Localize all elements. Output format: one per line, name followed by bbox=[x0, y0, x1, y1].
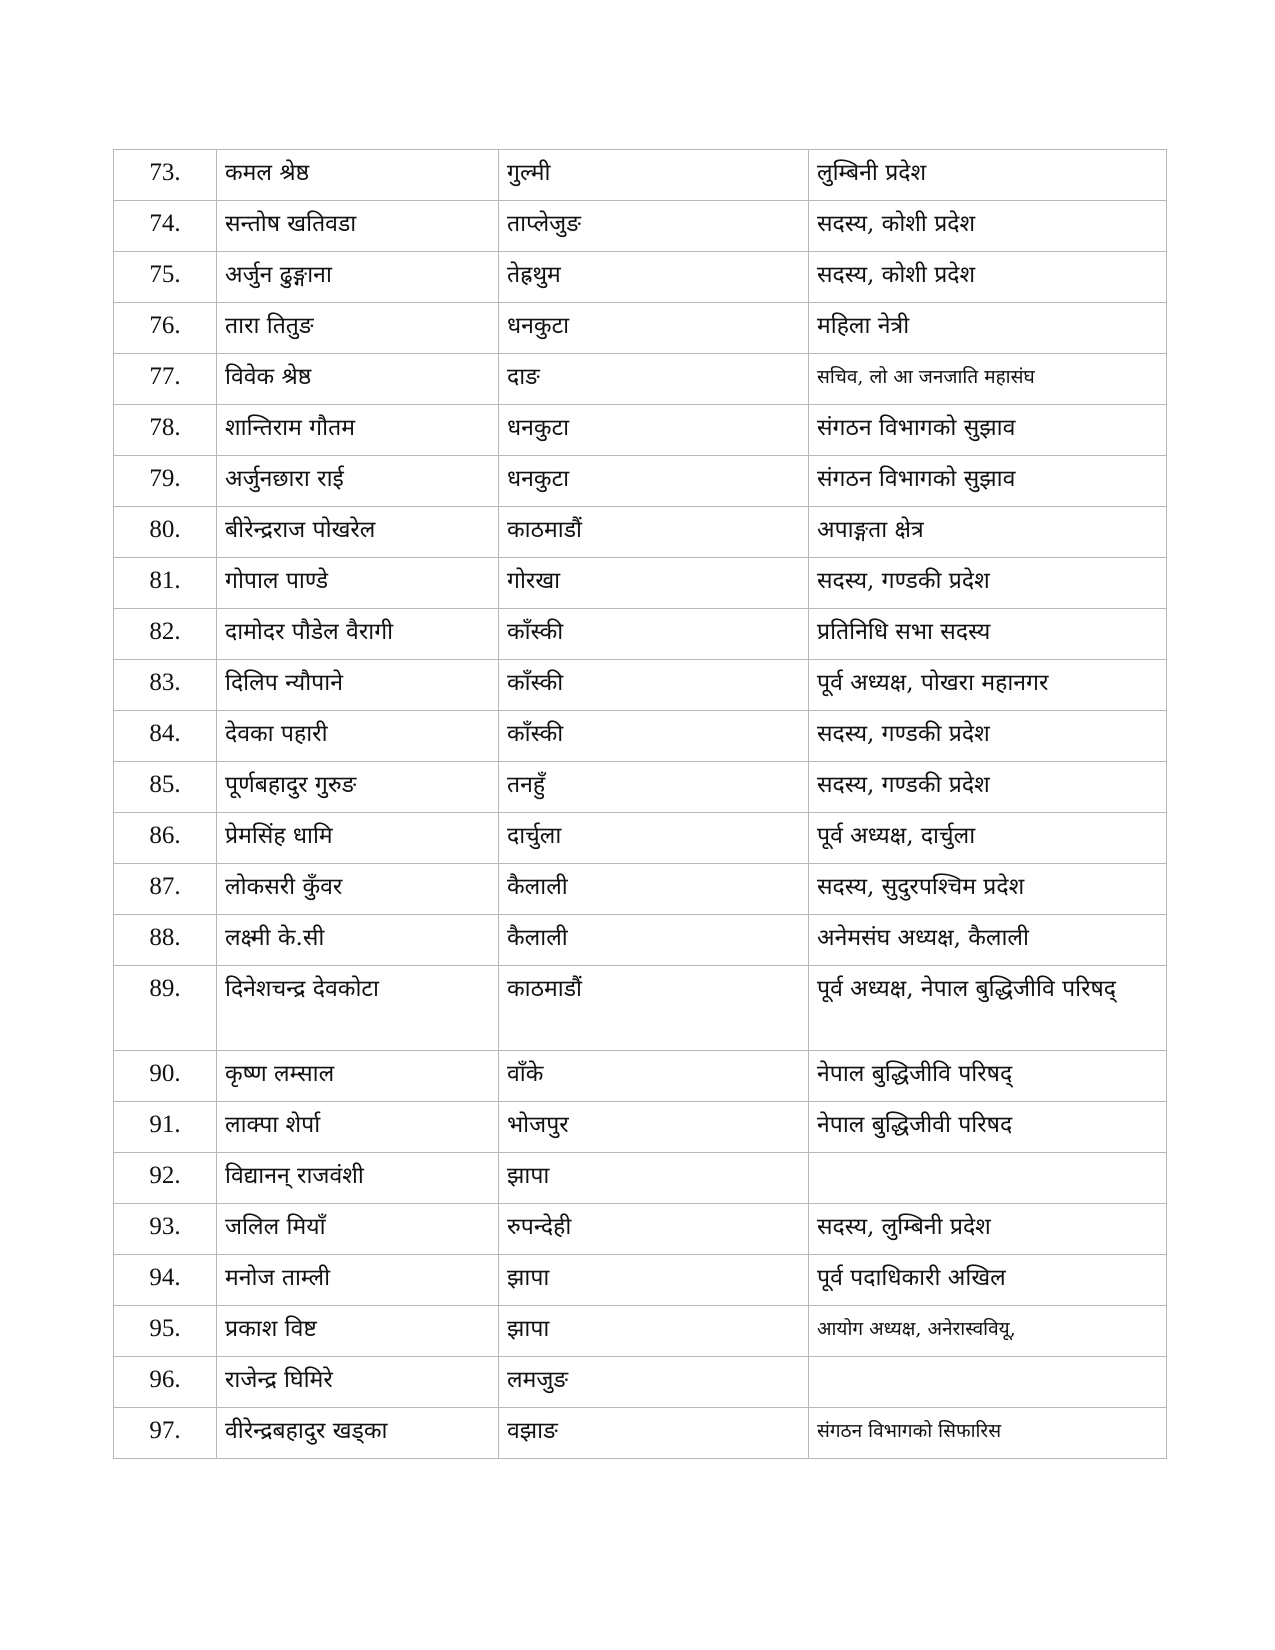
district: भोजपुर bbox=[499, 1102, 809, 1153]
district: काँस्की bbox=[499, 711, 809, 762]
row-number: 79. bbox=[114, 456, 217, 507]
row-number: 96. bbox=[114, 1357, 217, 1408]
row-number: 82. bbox=[114, 609, 217, 660]
remark: प्रतिनिधि सभा सदस्य bbox=[809, 609, 1167, 660]
member-name: मनोज ताम्ली bbox=[217, 1255, 499, 1306]
row-number: 88. bbox=[114, 915, 217, 966]
remark: सदस्य, कोशी प्रदेश bbox=[809, 252, 1167, 303]
table-row bbox=[114, 915, 1167, 966]
district: तेह्रथुम bbox=[499, 252, 809, 303]
remark: सदस्य, लुम्बिनी प्रदेश bbox=[809, 1204, 1167, 1255]
remark: पूर्व अध्यक्ष, नेपाल बुद्धिजीवि परिषद् bbox=[809, 966, 1167, 1051]
member-name: देवका पहारी bbox=[217, 711, 499, 762]
remark: नेपाल बुद्धिजीवी परिषद bbox=[809, 1102, 1167, 1153]
row-number: 90. bbox=[114, 1051, 217, 1102]
district: काठमाडौं bbox=[499, 507, 809, 558]
member-name: पूर्णबहादुर गुरुङ bbox=[217, 762, 499, 813]
row-number: 84. bbox=[114, 711, 217, 762]
member-name: कृष्ण लम्साल bbox=[217, 1051, 499, 1102]
row-number: 77. bbox=[114, 354, 217, 405]
table-row bbox=[114, 354, 1167, 405]
district: धनकुटा bbox=[499, 456, 809, 507]
district: लमजुङ bbox=[499, 1357, 809, 1408]
district: काँस्की bbox=[499, 609, 809, 660]
table-row bbox=[114, 1051, 1167, 1102]
member-name: अर्जुन ढुङ्गाना bbox=[217, 252, 499, 303]
table-row bbox=[114, 609, 1167, 660]
remark: आयोग अध्यक्ष, अनेरास्ववियू, bbox=[809, 1306, 1167, 1357]
remark: संगठन विभागको सिफारिस bbox=[809, 1408, 1167, 1459]
member-name: प्रकाश विष्ट bbox=[217, 1306, 499, 1357]
row-number: 74. bbox=[114, 201, 217, 252]
member-name: शान्तिराम गौतम bbox=[217, 405, 499, 456]
row-number: 81. bbox=[114, 558, 217, 609]
district: गुल्मी bbox=[499, 150, 809, 201]
remark: महिला नेत्री bbox=[809, 303, 1167, 354]
district: गोरखा bbox=[499, 558, 809, 609]
member-name: लक्ष्मी के.सी bbox=[217, 915, 499, 966]
remark bbox=[809, 1153, 1167, 1204]
remark: लुम्बिनी प्रदेश bbox=[809, 150, 1167, 201]
member-name: कमल श्रेष्ठ bbox=[217, 150, 499, 201]
district: वाँके bbox=[499, 1051, 809, 1102]
table-row bbox=[114, 1306, 1167, 1357]
member-name: बीरेन्द्रराज पोखरेल bbox=[217, 507, 499, 558]
remark: अपाङ्गता क्षेत्र bbox=[809, 507, 1167, 558]
table-row bbox=[114, 1357, 1167, 1408]
table-row bbox=[114, 507, 1167, 558]
table-row bbox=[114, 1408, 1167, 1459]
district: तनहुँ bbox=[499, 762, 809, 813]
district: झापा bbox=[499, 1306, 809, 1357]
row-number: 73. bbox=[114, 150, 217, 201]
row-number: 89. bbox=[114, 966, 217, 1051]
district: काठमाडौं bbox=[499, 966, 809, 1051]
row-number: 75. bbox=[114, 252, 217, 303]
district: वझाङ bbox=[499, 1408, 809, 1459]
row-number: 93. bbox=[114, 1204, 217, 1255]
row-number: 78. bbox=[114, 405, 217, 456]
table-row bbox=[114, 1102, 1167, 1153]
row-number: 91. bbox=[114, 1102, 217, 1153]
table-row bbox=[114, 711, 1167, 762]
table-row bbox=[114, 456, 1167, 507]
table-row bbox=[114, 405, 1167, 456]
table-row bbox=[114, 966, 1167, 1051]
row-number: 86. bbox=[114, 813, 217, 864]
member-name: गोपाल पाण्डे bbox=[217, 558, 499, 609]
row-number: 97. bbox=[114, 1408, 217, 1459]
district: कैलाली bbox=[499, 915, 809, 966]
remark: पूर्व अध्यक्ष, दार्चुला bbox=[809, 813, 1167, 864]
remark bbox=[809, 1357, 1167, 1408]
member-name: अर्जुनछारा राई bbox=[217, 456, 499, 507]
member-name: दामोदर पौडेल वैरागी bbox=[217, 609, 499, 660]
row-number: 85. bbox=[114, 762, 217, 813]
member-name: राजेन्द्र घिमिरे bbox=[217, 1357, 499, 1408]
remark: सचिव, लो आ जनजाति महासंघ bbox=[809, 354, 1167, 405]
district: झापा bbox=[499, 1153, 809, 1204]
remark: नेपाल बुद्धिजीवि परिषद् bbox=[809, 1051, 1167, 1102]
remark: अनेमसंघ अध्यक्ष, कैलाली bbox=[809, 915, 1167, 966]
member-name: दिनेशचन्द्र देवकोटा bbox=[217, 966, 499, 1051]
district: रुपन्देही bbox=[499, 1204, 809, 1255]
district: दार्चुला bbox=[499, 813, 809, 864]
member-name: प्रेमसिंह धामि bbox=[217, 813, 499, 864]
district: दाङ bbox=[499, 354, 809, 405]
table-row bbox=[114, 660, 1167, 711]
member-name: सन्तोष खतिवडा bbox=[217, 201, 499, 252]
table-row bbox=[114, 1255, 1167, 1306]
table-row bbox=[114, 252, 1167, 303]
row-number: 80. bbox=[114, 507, 217, 558]
remark: सदस्य, गण्डकी प्रदेश bbox=[809, 558, 1167, 609]
remark: सदस्य, सुदुरपश्चिम प्रदेश bbox=[809, 864, 1167, 915]
table-row bbox=[114, 303, 1167, 354]
member-name: विवेक श्रेष्ठ bbox=[217, 354, 499, 405]
member-name: तारा तितुङ bbox=[217, 303, 499, 354]
table-row bbox=[114, 1153, 1167, 1204]
remark: सदस्य, गण्डकी प्रदेश bbox=[809, 762, 1167, 813]
table-row bbox=[114, 201, 1167, 252]
row-number: 83. bbox=[114, 660, 217, 711]
member-name: विद्यानन् राजवंशी bbox=[217, 1153, 499, 1204]
member-name: वीरेन्द्रबहादुर खड्का bbox=[217, 1408, 499, 1459]
row-number: 95. bbox=[114, 1306, 217, 1357]
remark: पूर्व अध्यक्ष, पोखरा महानगर bbox=[809, 660, 1167, 711]
member-name: दिलिप न्यौपाने bbox=[217, 660, 499, 711]
table-row bbox=[114, 762, 1167, 813]
remark: सदस्य, कोशी प्रदेश bbox=[809, 201, 1167, 252]
row-number: 92. bbox=[114, 1153, 217, 1204]
table-row bbox=[114, 864, 1167, 915]
table-row bbox=[114, 150, 1167, 201]
district: ताप्लेजुङ bbox=[499, 201, 809, 252]
district: झापा bbox=[499, 1255, 809, 1306]
table-row bbox=[114, 813, 1167, 864]
district: धनकुटा bbox=[499, 303, 809, 354]
district: धनकुटा bbox=[499, 405, 809, 456]
district: काँस्की bbox=[499, 660, 809, 711]
district: कैलाली bbox=[499, 864, 809, 915]
member-name: लोकसरी कुँवर bbox=[217, 864, 499, 915]
table-row bbox=[114, 558, 1167, 609]
members-table bbox=[113, 149, 1167, 1459]
remark: संगठन विभागको सुझाव bbox=[809, 456, 1167, 507]
remark: सदस्य, गण्डकी प्रदेश bbox=[809, 711, 1167, 762]
remark: पूर्व पदाधिकारी अखिल bbox=[809, 1255, 1167, 1306]
remark: संगठन विभागको सुझाव bbox=[809, 405, 1167, 456]
member-name: जलिल मियाँ bbox=[217, 1204, 499, 1255]
member-name: लाक्पा शेर्पा bbox=[217, 1102, 499, 1153]
row-number: 94. bbox=[114, 1255, 217, 1306]
row-number: 76. bbox=[114, 303, 217, 354]
row-number: 87. bbox=[114, 864, 217, 915]
table-row bbox=[114, 1204, 1167, 1255]
